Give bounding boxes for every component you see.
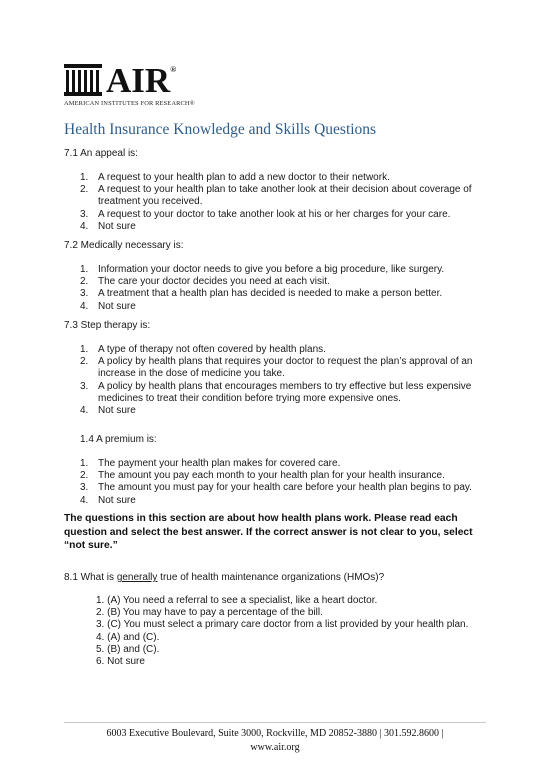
question-prompt: 7.2 Medically necessary is: <box>64 240 184 251</box>
answer-option: 4. (A) and (C). <box>96 631 160 643</box>
page-footer <box>64 727 486 755</box>
answer-option: 2. A request to your health plan to take another look at their decision about coverage of treatment you received. <box>80 184 472 208</box>
page-title: Health Insurance Knowledge and Skills Questions <box>64 121 377 138</box>
answer-option: 4. Not sure <box>80 494 136 506</box>
answer-list <box>80 264 480 313</box>
logo-subtitle: AMERICAN INSTITUTES FOR RESEARCH® <box>64 100 195 107</box>
answer-option: 6. Not sure <box>96 656 145 668</box>
answer-option: 2. (B) You may have to pay a percentage of the bill. <box>96 607 323 619</box>
footer-website-link[interactable]: www.air.org <box>250 742 300 753</box>
question-prompt: 1.4 A premium is: <box>80 434 157 445</box>
answer-option: 4. Not sure <box>80 300 136 312</box>
answer-option: 5. (B) and (C). <box>96 643 160 655</box>
section-instructions: The questions in this section are about how health plans work. Please read each question and select the best answer. If the correct answer is not clear to you, select “not sure.” <box>64 513 473 551</box>
answer-option: 4. Not sure <box>80 405 136 417</box>
air-logo-mark-icon <box>64 64 102 96</box>
answer-option: 1. The payment your health plan makes for covered care. <box>80 458 341 469</box>
air-logo <box>64 61 224 114</box>
answer-list <box>96 595 496 668</box>
emphasized-word: generally <box>116 572 158 583</box>
answer-list <box>80 172 480 233</box>
answer-option: 3. A request to your doctor to take another look at his or her charges for your care. <box>80 208 451 220</box>
answer-option: 1. A request to your health plan to add a new doctor to their network. <box>80 172 390 183</box>
question-prompt: 7.1 An appeal is: <box>64 148 138 159</box>
answer-option: 3. (C) You must select a primary care doctor from a list provided by your health plan. <box>96 619 469 631</box>
question-prompt: 8.1 What is generally true of health maintenance organizations (HMOs)? <box>64 572 385 583</box>
answer-option: 1. Information your doctor needs to give you before a big procedure, like surgery. <box>80 264 445 275</box>
answer-option: 2. The amount you pay each month to your health plan for your health insurance. <box>80 470 445 482</box>
question-prompt: 7.3 Step therapy is: <box>64 320 151 331</box>
answer-option: 3. A policy by health plans that encourages members to try effective but less expensive medicines to treat their condition before trying more expensive ones. <box>80 380 472 404</box>
answer-option: 4. Not sure <box>80 220 136 232</box>
answer-option: 1. A type of therapy not often covered by health plans. <box>80 344 326 355</box>
footer-divider <box>64 722 486 723</box>
logo-wordmark: AIR® <box>106 61 177 100</box>
answer-option: 2. A policy by health plans that requires your doctor to request the plan’s approval of an increase in the dose of medicine you take. <box>80 356 473 380</box>
answer-list <box>80 458 480 507</box>
answer-list <box>80 344 480 417</box>
answer-option: 1. (A) You need a referral to see a specialist, like a heart doctor. <box>96 595 378 606</box>
footer-address: 6003 Executive Boulevard, Suite 3000, Rockville, MD 20852-3880 | 301.592.8600 | <box>106 728 444 739</box>
answer-option: 3. A treatment that a health plan has decided is needed to make a person better. <box>80 288 443 300</box>
answer-option: 3. The amount you must pay for your health care before your health plan begins to pay. <box>80 482 472 494</box>
answer-option: 2. The care your doctor decides you need at each visit. <box>80 276 330 288</box>
